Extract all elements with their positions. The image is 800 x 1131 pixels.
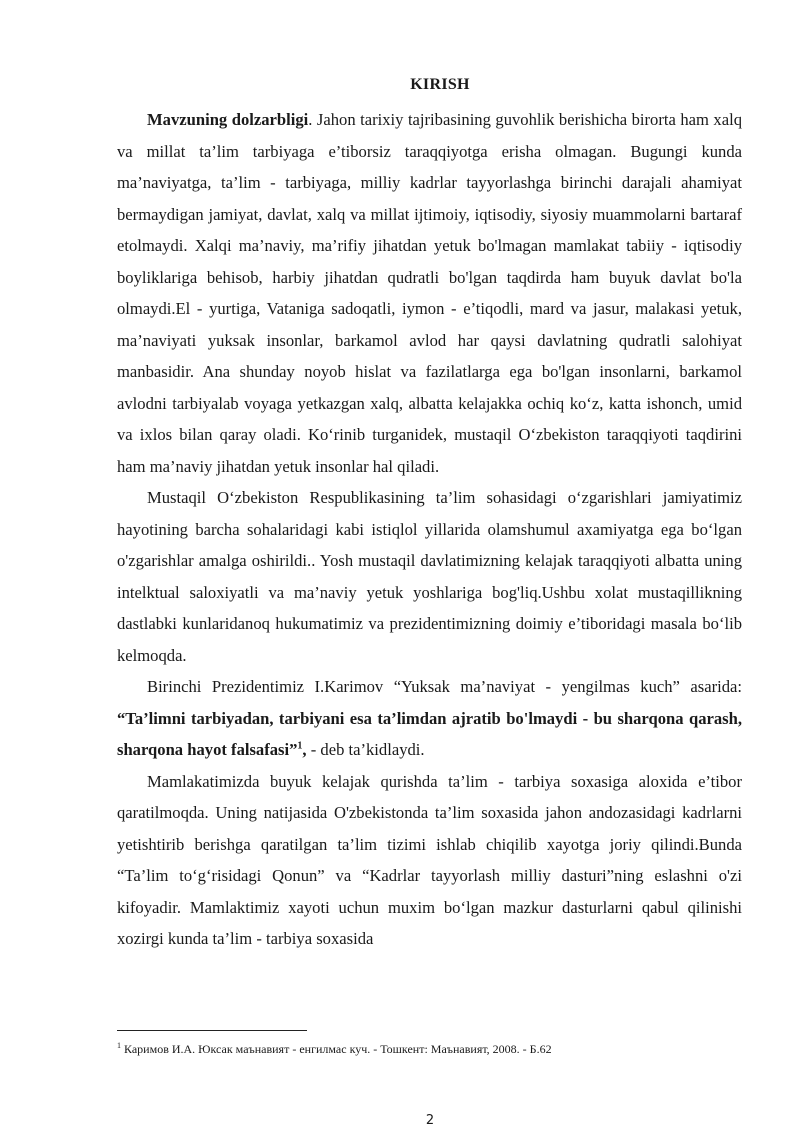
quote-intro: Birinchi Prezidentimiz I.Karimov “Yuksak ma’naviyat - yengilmas kuch” asarida: — [147, 677, 742, 696]
paragraph-quote — [117, 671, 742, 766]
paragraph-reforms: Mustaqil O‘zbekiston Respublikasining ta’lim sohasidagi o‘zgarishlari jamiyatimiz hayotining barcha sohalaridagi kabi istiqlol yillarida olamshumul axamiyatga ega bo‘lgan o'zgarishlar amalga oshirildi.. Yosh mustaqil davlatimizning kelajak taraqqiyoti albatta uning intelktual saloxiyatli va ma’naviy yetuk yoshlariga bog'liq.Ushbu xolat mustaqillikning dastlabki kunlaridanoq hukumatimiz va prezidentimizning doimiy e’tiboridagi masala bo‘lib kelmoqda. — [117, 488, 742, 665]
body-text — [117, 104, 742, 955]
paragraph-education-system: Mamlakatimizda buyuk kelajak qurishda ta’lim - tarbiya soxasiga aloxida e’tibor qaratilmoqda. Uning natijasida O'zbekistonda ta’lim soxasida jahon andozasidagi kadrlarni yetishtirib berishga qaratilgan ta’lim tizimi ishlab chiqilib xayotga joriy qilindi.Bunda “Ta’lim to‘g‘risidagi Qonun” va “Kadrlar tayyorlash milliy dasturi”ning eslashni o'zi kifoyadir. Mamlaktimiz xayoti uchun muxim bo‘lgan mazkur dasturlarni qabul qilinishi xozirgi kunda ta’lim - tarbiya soxasida — [117, 771, 742, 948]
page-title: KIRISH — [410, 76, 470, 93]
section-lead: Mavzuning dolzarbligi — [147, 110, 309, 129]
footnote-reference[interactable]: 1 — [297, 740, 303, 752]
footnote-number: 1 — [117, 1041, 121, 1050]
quote-comma: , — [302, 740, 307, 759]
page-number: 2 — [425, 1113, 435, 1128]
paragraph-text: . Jahon tarixiy tajribasining guvohlik berishicha birorta ham xalq va millat ta’lim tarbiyaga e’tiborsiz taraqqiyotga erisha olmagan. Bugungi kunda ma’naviyatga, ta’lim - tarbiyaga, milliy kadrlar tayyorlashga birinchi darajali ahamiyat bermaydigan jamiyat, davlat, xalq va millat ijtimoiy, iqtisodiy, siyosiy muammolarni bartaraf etolmaydi. Xalqi ma’naviy, ma’rifiy jihatdan yetuk bo'lmagan mamlakat tabiiy - iqtisodiy boyliklariga behisob, harbiy jihatdan qudratli bo'lgan taqdirda ham buyuk davlat bo'la olmaydi.El - yurtiga, Vataniga sadoqatli, iymon - e’tiqodli, mard va jasur, malakasi yetuk, ma’naviyati yuksak insonlar, barkamol avlod har qaysi davlatning qudratli salohiyat manbasidir. Ana shunday noyob hislat va fazilatlarga ega bo'lgan insonlarni, barkamol avlodni tarbiyalab voyaga yetkazgan xalq, albatta kelajakka ochiq ko‘z, katta ishonch, umid va ixlos bilan qaray oladi. Ko‘rinib turganidek, mustaqil O‘zbekiston taraqqiyoti taqdirini ham ma’naviy jihatdan yetuk insonlar hal qiladi. — [117, 110, 742, 476]
footnote — [117, 1041, 742, 1057]
bold-quote: “Ta’limni tarbiyadan, tarbiyani esa ta’limdan ajratib bo'lmaydi - bu sharqona qarash, sharqona hayot falsafasi” — [117, 708, 742, 759]
footnote-separator — [117, 1030, 307, 1031]
footnote-text: Каримов И.А. Юксак маънавият - енгилмас куч. - Тошкент: Маънавият, 2008. - Б.62 — [121, 1042, 552, 1056]
paragraph-relevance — [117, 104, 742, 482]
quote-outro: - deb ta’kidlaydi. — [306, 740, 425, 759]
